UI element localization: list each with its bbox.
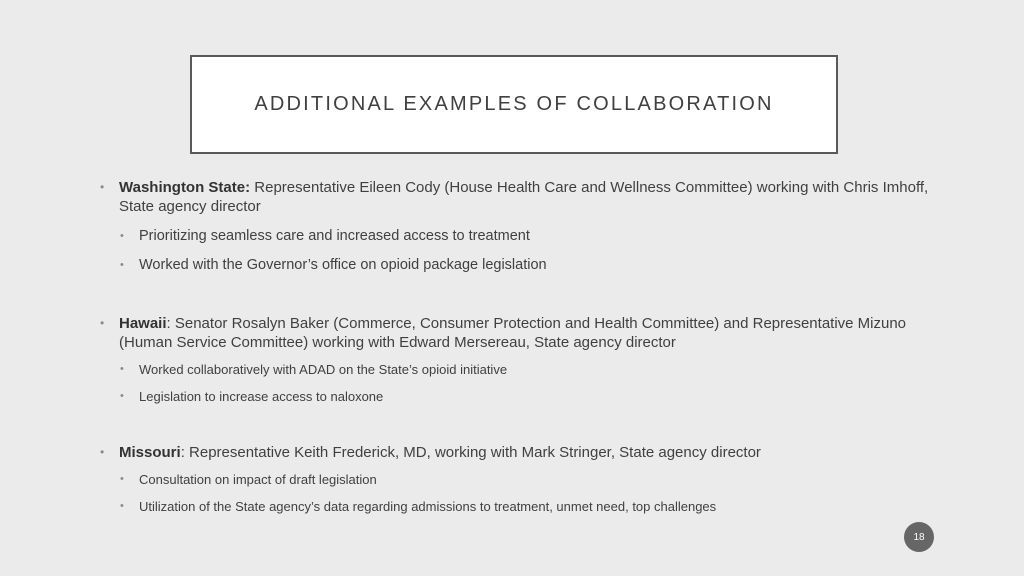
- list-item: [100, 361, 940, 378]
- page-number: 18: [904, 522, 934, 552]
- bullet-icon: •: [120, 230, 124, 242]
- list-item-text: Utilization of the State agency’s data regarding admissions to treatment, unmet need, top challenges: [139, 499, 717, 514]
- list-item-text: Legislation to increase access to naloxone: [139, 389, 384, 404]
- bullet-icon: •: [120, 473, 124, 485]
- slide-content: [100, 178, 940, 515]
- slide-title: ADDITIONAL EXAMPLES OF COLLABORATION: [254, 93, 774, 115]
- list-item-text: Consultation on impact of draft legislation: [139, 472, 377, 487]
- bullet-icon: •: [100, 180, 105, 194]
- title-box: [190, 55, 838, 154]
- list-item-text: Worked collaboratively with ADAD on the State’s opioid initiative: [139, 362, 508, 377]
- section-hawaii: [100, 314, 940, 352]
- bullet-icon: •: [100, 445, 105, 459]
- list-item: [100, 388, 940, 405]
- list-item-text: Worked with the Governor’s office on opioid package legislation: [139, 257, 547, 273]
- section-heading: Washington State:: [119, 179, 251, 196]
- list-item: [100, 227, 940, 245]
- bullet-icon: •: [100, 316, 105, 330]
- bullet-icon: •: [120, 363, 124, 375]
- section-missouri: [100, 443, 940, 462]
- section-heading: Missouri: [119, 444, 181, 461]
- list-item: [100, 256, 940, 274]
- section-washington: [100, 178, 940, 216]
- list-item: [100, 471, 940, 488]
- list-item: [100, 498, 940, 515]
- list-item-text: Prioritizing seamless care and increased access to treatment: [139, 228, 530, 244]
- bullet-icon: •: [120, 390, 124, 402]
- section-text: : Representative Keith Frederick, MD, working with Mark Stringer, State agency director: [180, 444, 761, 461]
- section-text: Representative Eileen Cody (House Health Care and Wellness Committee) working with Chris Imhoff, State agency director: [119, 179, 929, 215]
- section-heading: Hawaii: [119, 315, 167, 332]
- bullet-icon: •: [120, 500, 124, 512]
- section-text: : Senator Rosalyn Baker (Commerce, Consumer Protection and Health Committee) and Representative Mizuno (Human Service Committee) working with Edward Mersereau, State agency director: [119, 315, 907, 351]
- bullet-icon: •: [120, 259, 124, 271]
